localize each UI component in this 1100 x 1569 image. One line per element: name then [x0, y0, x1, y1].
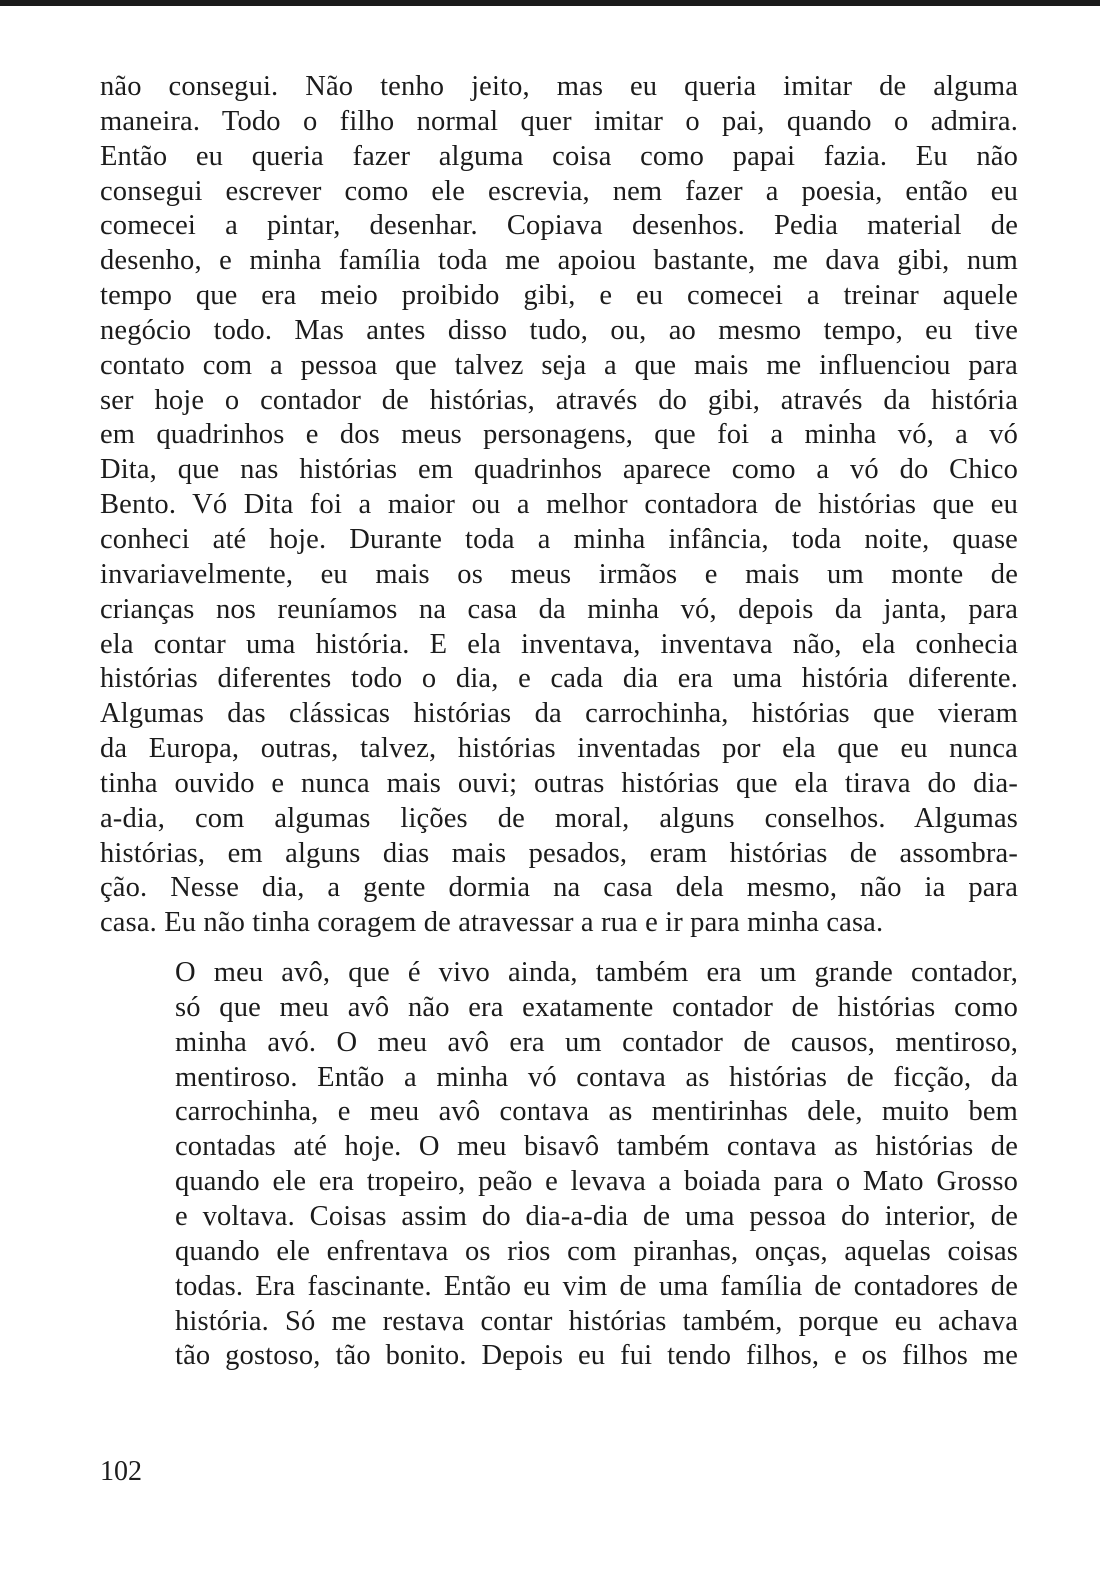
text-line: Algumas das clássicas histórias da carrochinha, histórias que vieram: [100, 698, 1018, 730]
text-line: em quadrinhos e dos meus personagens, que foi a minha vó, a vó: [100, 419, 1018, 451]
text-line: ção. Nesse dia, a gente dormia na casa dela mesmo, não ia para: [100, 872, 1018, 904]
text-line: comecei a pintar, desenhar. Copiava desenhos. Pedia material de: [100, 210, 1018, 242]
top-edge-rule: [0, 0, 1100, 6]
text-line: não consegui. Não tenho jeito, mas eu queria imitar de alguma: [100, 71, 1018, 102]
text-line: tão gostoso, tão bonito. Depois eu fui tendo filhos, e os filhos me: [175, 1340, 1018, 1372]
text-line: histórias, em alguns dias mais pesados, eram histórias de assombra-: [100, 837, 1018, 869]
text-line: consegui escrever como ele escrevia, nem fazer a poesia, então eu: [100, 175, 1018, 207]
text-line: história. Só me restava contar histórias também, porque eu achava: [175, 1305, 1018, 1337]
paragraph-1: [100, 70, 1018, 941]
text-line: mentiroso. Então a minha vó contava as histórias de ficção, da: [175, 1061, 1018, 1093]
text-line: Dita, que nas histórias em quadrinhos aparece como a vó do Chico: [100, 454, 1018, 486]
text-line: contato com a pessoa que talvez seja a que mais me influenciou para: [100, 349, 1018, 381]
page-body-text: [100, 70, 1018, 1374]
text-line: Bento. Vó Dita foi a maior ou a melhor contadora de histórias que eu: [100, 489, 1018, 521]
text-line: conheci até hoje. Durante toda a minha infância, toda noite, quase: [100, 523, 1018, 555]
text-line: só que meu avô não era exatamente contador de histórias como: [175, 991, 1018, 1023]
text-line: carrochinha, e meu avô contava as mentirinhas dele, muito bem: [175, 1096, 1018, 1128]
text-line: tinha ouvido e nunca mais ouvi; outras histórias que ela tirava do dia-: [100, 767, 1018, 799]
text-line: Então eu queria fazer alguma coisa como papai fazia. Eu não: [100, 140, 1018, 172]
page-number: 102: [100, 1456, 142, 1487]
text-line: invariavelmente, eu mais os meus irmãos e mais um monte de: [100, 558, 1018, 590]
text-line: da Europa, outras, talvez, histórias inventadas por ela que eu nunca: [100, 733, 1018, 765]
paragraph-2: [100, 956, 1018, 1374]
text-line: maneira. Todo o filho normal quer imitar o pai, quando o admira.: [100, 105, 1018, 137]
text-line: tempo que era meio proibido gibi, e eu comecei a treinar aquele: [100, 280, 1018, 312]
text-line: quando ele era tropeiro, peão e levava a boiada para o Mato Grosso: [175, 1166, 1018, 1198]
text-line: desenho, e minha família toda me apoiou bastante, me dava gibi, num: [100, 245, 1018, 277]
text-line: contadas até hoje. O meu bisavô também contava as histórias de: [175, 1131, 1018, 1163]
text-line: casa. Eu não tinha coragem de atravessar a rua e ir para minha casa.: [100, 907, 884, 939]
text-line: negócio todo. Mas antes disso tudo, ou, ao mesmo tempo, eu tive: [100, 314, 1018, 346]
text-line: ela contar uma história. E ela inventava, inventava não, ela conhecia: [100, 628, 1018, 660]
text-line: e voltava. Coisas assim do dia-a-dia de uma pessoa do interior, de: [175, 1201, 1018, 1232]
text-line: crianças nos reuníamos na casa da minha vó, depois da janta, para: [100, 593, 1018, 625]
text-line: O meu avô, que é vivo ainda, também era um grande contador,: [175, 957, 1018, 989]
text-line: a-dia, com algumas lições de moral, alguns conselhos. Algumas: [100, 802, 1018, 834]
text-line: quando ele enfrentava os rios com piranhas, onças, aquelas coisas: [175, 1235, 1018, 1267]
text-line: histórias diferentes todo o dia, e cada dia era uma história diferente.: [100, 663, 1018, 695]
text-line: ser hoje o contador de histórias, através do gibi, através da história: [100, 384, 1018, 416]
text-line: todas. Era fascinante. Então eu vim de uma família de contadores de: [175, 1270, 1018, 1302]
text-line: minha avó. O meu avô era um contador de causos, mentiroso,: [175, 1026, 1018, 1058]
